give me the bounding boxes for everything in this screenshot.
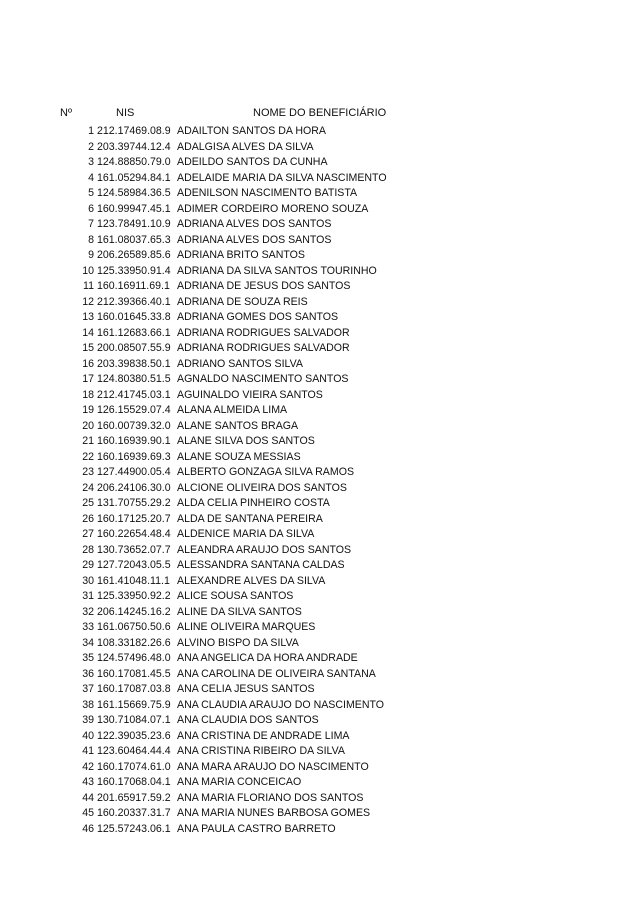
row-nis: 124.80380.51.5	[97, 373, 171, 385]
row-number: 42	[82, 760, 94, 773]
row-beneficiary-name: ALANE SANTOS BRAGA	[177, 419, 299, 432]
row-beneficiary-name: ALDA DE SANTANA PEREIRA	[177, 512, 323, 525]
table-row	[0, 667, 638, 683]
row-beneficiary-name: AGUINALDO VIEIRA SANTOS	[177, 388, 323, 401]
row-nis: 124.57496.48.0	[97, 652, 171, 664]
row-beneficiary-name: ALVINO BISPO DA SILVA	[177, 636, 299, 649]
row-beneficiary-name: ADRIANA DE JESUS DOS SANTOS	[177, 280, 351, 292]
row-nis: 161.12683.66.1	[97, 326, 171, 339]
row-beneficiary-name: ALANE SOUZA MESSIAS	[177, 450, 301, 463]
row-beneficiary-name: ADRIANA DA SILVA SANTOS TOURINHO	[177, 264, 377, 277]
row-number: 22	[82, 450, 94, 463]
row-number: 34	[82, 636, 94, 649]
row-nis: 127.44900.05.4	[97, 466, 171, 478]
row-beneficiary-name: ALANE SILVA DOS SANTOS	[177, 435, 315, 447]
row-number: 24	[82, 481, 94, 494]
row-number: 2	[88, 140, 94, 153]
row-nis: 123.78491.10.9	[97, 218, 171, 230]
row-beneficiary-name: ADRIANA RODRIGUES SALVADOR	[177, 326, 350, 339]
row-beneficiary-name: ALINE OLIVEIRA MARQUES	[177, 621, 316, 633]
column-header-name: NOME DO BENEFICIÁRIO	[253, 107, 387, 119]
row-number: 30	[82, 574, 94, 587]
table-row	[0, 512, 638, 528]
row-nis: 203.39744.12.4	[97, 140, 171, 153]
table-row	[0, 760, 638, 776]
row-number: 5	[88, 187, 94, 199]
row-number: 11	[83, 280, 94, 292]
row-number: 32	[82, 605, 94, 618]
row-nis: 212.17469.08.9	[97, 125, 171, 137]
row-nis: 125.57243.06.1	[97, 822, 171, 835]
row-beneficiary-name: ALEANDRA ARAUJO DOS SANTOS	[177, 543, 352, 556]
table-row	[0, 233, 638, 249]
row-number: 14	[82, 326, 94, 339]
row-beneficiary-name: ALEXANDRE ALVES DA SILVA	[177, 574, 326, 587]
beneficiary-list	[0, 124, 638, 837]
table-row	[0, 326, 638, 342]
row-beneficiary-name: ALICE SOUSA SANTOS	[177, 590, 294, 602]
table-row	[0, 124, 638, 140]
row-beneficiary-name: AGNALDO NASCIMENTO SANTOS	[177, 373, 349, 385]
row-number: 19	[82, 404, 94, 416]
table-row	[0, 357, 638, 373]
row-beneficiary-name: ADELAIDE MARIA DA SILVA NASCIMENTO	[177, 171, 387, 184]
table-row	[0, 372, 638, 388]
row-beneficiary-name: ANA MARA ARAUJO DO NASCIMENTO	[177, 760, 369, 773]
table-row	[0, 620, 638, 636]
row-nis: 160.17081.45.5	[97, 667, 171, 680]
row-number: 46	[82, 822, 94, 835]
row-beneficiary-name: ALDA CELIA PINHEIRO COSTA	[177, 497, 330, 509]
table-row	[0, 636, 638, 652]
row-nis: 201.65917.59.2	[97, 791, 171, 804]
row-number: 37	[82, 683, 94, 695]
row-nis: 206.24106.30.0	[97, 481, 171, 494]
row-beneficiary-name: ANA PAULA CASTRO BARRETO	[177, 822, 336, 835]
row-nis: 160.17074.61.0	[97, 760, 171, 773]
row-number: 17	[82, 373, 94, 385]
row-nis: 160.16939.90.1	[97, 435, 171, 447]
row-number: 8	[88, 233, 94, 246]
row-number: 15	[82, 342, 94, 354]
row-nis: 160.20337.31.7	[97, 807, 171, 819]
row-beneficiary-name: ADRIANO SANTOS SILVA	[177, 357, 303, 370]
table-row	[0, 574, 638, 590]
row-beneficiary-name: ADRIANA ALVES DOS SANTOS	[177, 233, 332, 246]
row-nis: 125.33950.92.2	[97, 590, 171, 602]
row-number: 13	[82, 311, 94, 323]
row-number: 18	[82, 388, 94, 401]
row-nis: 160.99947.45.1	[97, 202, 171, 215]
row-nis: 161.06750.50.6	[97, 621, 171, 633]
row-nis: 160.01645.33.8	[97, 311, 171, 323]
row-number: 41	[82, 745, 94, 757]
row-number: 1	[88, 125, 94, 137]
row-nis: 125.33950.91.4	[97, 264, 171, 277]
table-row	[0, 186, 638, 202]
table-row	[0, 698, 638, 714]
row-number: 21	[82, 435, 94, 447]
row-beneficiary-name: ANA CAROLINA DE OLIVEIRA SANTANA	[177, 667, 376, 680]
row-nis: 161.41048.11.1	[97, 574, 170, 587]
row-number: 10	[82, 264, 94, 277]
row-beneficiary-name: ADRIANA GOMES DOS SANTOS	[177, 311, 339, 323]
table-row	[0, 248, 638, 264]
row-nis: 124.58984.36.5	[97, 187, 171, 199]
row-beneficiary-name: ALCIONE OLIVEIRA DOS SANTOS	[177, 481, 347, 494]
row-number: 43	[82, 776, 94, 788]
row-beneficiary-name: ADRIANA DE SOUZA REIS	[177, 295, 308, 308]
row-nis: 203.39838.50.1	[97, 357, 171, 370]
row-number: 38	[82, 698, 94, 711]
table-row	[0, 217, 638, 233]
row-nis: 160.17125.20.7	[97, 512, 171, 525]
row-number: 7	[88, 218, 94, 230]
row-nis: 212.41745.03.1	[97, 388, 171, 401]
table-row	[0, 744, 638, 760]
row-number: 9	[88, 249, 94, 261]
row-nis: 160.22654.48.4	[97, 528, 171, 540]
row-beneficiary-name: ALBERTO GONZAGA SILVA RAMOS	[177, 466, 355, 478]
table-row	[0, 605, 638, 621]
column-header-number: Nº	[60, 107, 72, 119]
row-nis: 130.73652.07.7	[97, 543, 171, 556]
row-beneficiary-name: ANA CLAUDIA DOS SANTOS	[177, 714, 319, 726]
row-beneficiary-name: ANA MARIA CONCEICAO	[177, 776, 302, 788]
row-number: 20	[82, 419, 94, 432]
row-nis: 108.33182.26.6	[97, 636, 171, 649]
row-beneficiary-name: ADENILSON NASCIMENTO BATISTA	[177, 187, 358, 199]
table-row	[0, 140, 638, 156]
row-nis: 160.16939.69.3	[97, 450, 171, 463]
row-beneficiary-name: ANA CRISTINA DE ANDRADE LIMA	[177, 729, 350, 742]
row-beneficiary-name: ADALGISA ALVES DA SILVA	[177, 140, 314, 153]
row-beneficiary-name: ADRIANA BRITO SANTOS	[177, 249, 305, 261]
table-row	[0, 481, 638, 497]
row-nis: 160.16911.69.1	[97, 280, 170, 292]
row-nis: 124.88850.79.0	[97, 156, 171, 168]
row-number: 3	[88, 156, 94, 168]
row-number: 29	[82, 559, 94, 571]
table-row	[0, 310, 638, 326]
row-nis: 126.15529.07.4	[97, 404, 171, 416]
row-nis: 131.70755.29.2	[97, 497, 171, 509]
row-number: 31	[82, 590, 94, 602]
table-row	[0, 822, 638, 838]
table-row	[0, 295, 638, 311]
row-beneficiary-name: ANA CLAUDIA ARAUJO DO NASCIMENTO	[177, 698, 385, 711]
table-row	[0, 403, 638, 419]
table-row	[0, 202, 638, 218]
table-row	[0, 713, 638, 729]
row-beneficiary-name: ALESSANDRA SANTANA CALDAS	[177, 559, 345, 571]
row-nis: 160.00739.32.0	[97, 419, 171, 432]
table-row	[0, 558, 638, 574]
table-row	[0, 775, 638, 791]
column-header-nis: NIS	[116, 107, 135, 119]
table-row	[0, 450, 638, 466]
row-beneficiary-name: ADRIANA RODRIGUES SALVADOR	[177, 342, 350, 354]
row-beneficiary-name: ANA ANGELICA DA HORA ANDRADE	[177, 652, 358, 664]
row-nis: 161.15669.75.9	[97, 698, 171, 711]
row-number: 45	[82, 807, 94, 819]
row-beneficiary-name: ANA CELIA JESUS SANTOS	[177, 683, 315, 695]
row-number: 12	[82, 295, 94, 308]
table-row	[0, 155, 638, 171]
row-beneficiary-name: ALDENICE MARIA DA SILVA	[177, 528, 315, 540]
row-number: 35	[82, 652, 94, 664]
table-row	[0, 806, 638, 822]
row-number: 23	[82, 466, 94, 478]
table-row	[0, 791, 638, 807]
table-row	[0, 651, 638, 667]
row-number: 26	[82, 512, 94, 525]
row-nis: 161.05294.84.1	[97, 171, 171, 184]
row-nis: 127.72043.05.5	[97, 559, 171, 571]
row-nis: 123.60464.44.4	[97, 745, 171, 757]
row-number: 16	[82, 357, 94, 370]
row-nis: 206.14245.16.2	[97, 605, 171, 618]
row-beneficiary-name: ALANA ALMEIDA LIMA	[177, 404, 288, 416]
row-beneficiary-name: ADIMER CORDEIRO MORENO SOUZA	[177, 202, 369, 215]
row-number: 4	[88, 171, 94, 184]
table-row	[0, 589, 638, 605]
table-row	[0, 419, 638, 435]
row-number: 39	[82, 714, 94, 726]
table-row	[0, 496, 638, 512]
row-nis: 160.17068.04.1	[97, 776, 171, 788]
row-number: 36	[82, 667, 94, 680]
row-nis: 160.17087.03.8	[97, 683, 171, 695]
row-number: 6	[88, 202, 94, 215]
row-beneficiary-name: ANA MARIA FLORIANO DOS SANTOS	[177, 791, 364, 804]
row-number: 25	[82, 497, 94, 509]
row-number: 28	[82, 543, 94, 556]
row-nis: 130.71084.07.1	[97, 714, 171, 726]
table-row	[0, 279, 638, 295]
row-nis: 161.08037.65.3	[97, 233, 171, 246]
table-row	[0, 682, 638, 698]
table-row	[0, 434, 638, 450]
row-number: 40	[82, 729, 94, 742]
table-row	[0, 729, 638, 745]
row-number: 33	[82, 621, 94, 633]
table-row	[0, 264, 638, 280]
table-row	[0, 388, 638, 404]
row-nis: 206.26589.85.6	[97, 249, 171, 261]
row-beneficiary-name: ADAILTON SANTOS DA HORA	[177, 125, 326, 137]
table-row	[0, 543, 638, 559]
row-nis: 212.39366.40.1	[97, 295, 171, 308]
row-beneficiary-name: ANA CRISTINA RIBEIRO DA SILVA	[177, 745, 345, 757]
row-beneficiary-name: ADEILDO SANTOS DA CUNHA	[177, 156, 328, 168]
row-number: 27	[82, 528, 94, 540]
row-beneficiary-name: ANA MARIA NUNES BARBOSA GOMES	[177, 807, 371, 819]
table-row	[0, 171, 638, 187]
table-row	[0, 341, 638, 357]
row-beneficiary-name: ALINE DA SILVA SANTOS	[177, 605, 302, 618]
table-row	[0, 527, 638, 543]
row-nis: 122.39035.23.6	[97, 729, 171, 742]
row-number: 44	[82, 791, 94, 804]
row-beneficiary-name: ADRIANA ALVES DOS SANTOS	[177, 218, 332, 230]
table-row	[0, 465, 638, 481]
row-nis: 200.08507.55.9	[97, 342, 171, 354]
